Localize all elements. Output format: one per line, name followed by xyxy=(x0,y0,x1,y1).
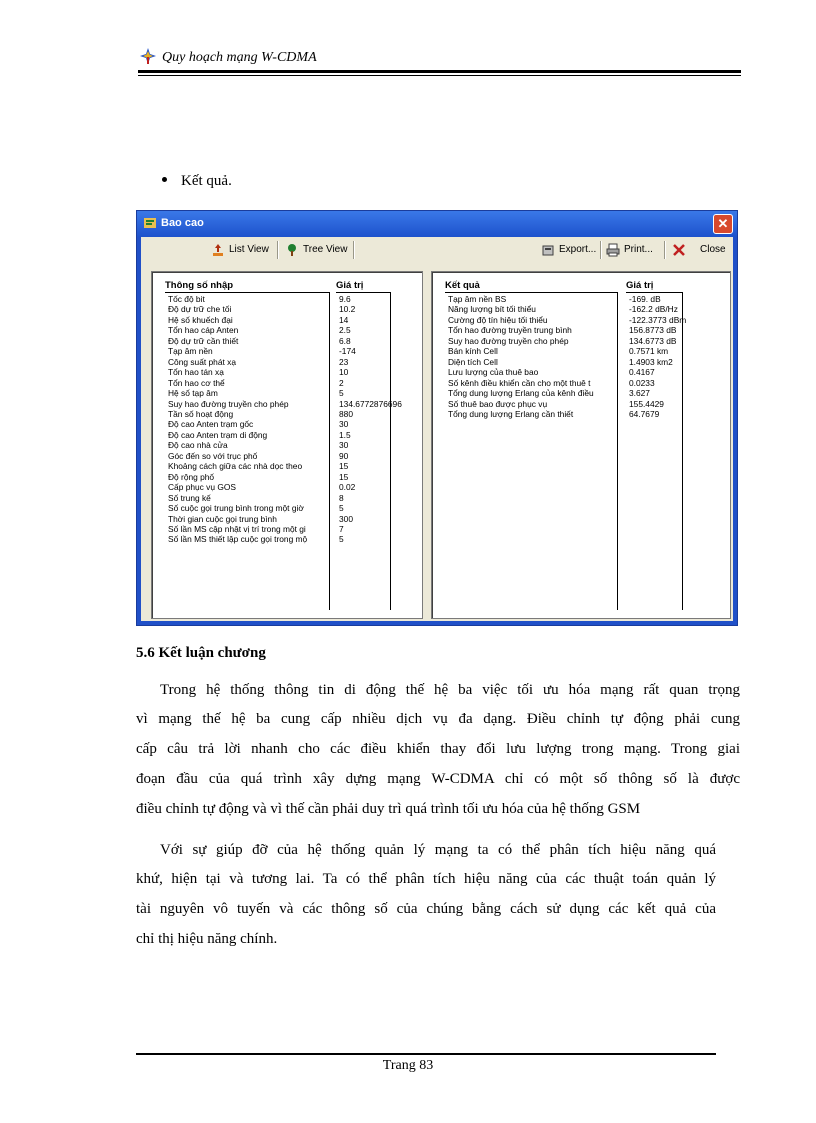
result-row-name: Tổn hao đường truyền trung bình xyxy=(448,325,572,336)
input-row-value: 7 xyxy=(339,523,344,534)
window-title: Bao cao xyxy=(161,217,204,229)
footer-rule xyxy=(136,1053,716,1055)
result-param-divider xyxy=(617,292,618,610)
input-row-value: 2 xyxy=(339,377,344,388)
list-view-label: List View xyxy=(229,244,269,255)
input-row-name: Số lần MS thiết lập cuộc gọi trong mộ xyxy=(168,534,308,545)
result-row-name: Cường độ tín hiệu tối thiểu xyxy=(448,314,548,325)
export-label: Export... xyxy=(559,244,597,255)
paragraph-2-line: chỉ thị hiệu năng chính. xyxy=(136,931,278,947)
app-icon xyxy=(143,216,157,230)
input-row-name: Tổn hao tán xạ xyxy=(168,367,224,378)
input-row-name: Độ cao nhà cửa xyxy=(168,440,228,451)
result-row-value: 156.8773 dB xyxy=(629,325,677,336)
input-row-value: 2.5 xyxy=(339,325,351,336)
section-heading: 5.6 Kết luận chương xyxy=(136,645,266,661)
input-row-name: Độ rộng phố xyxy=(168,471,215,482)
paragraph-1-line: điều chỉnh tự động và vì thế cần phải duy trì quá trình tối ưu hóa của hệ thống GSM xyxy=(136,801,641,817)
input-row-value: 300 xyxy=(339,513,353,524)
bullet-item xyxy=(162,173,232,190)
toolbar-separator xyxy=(353,241,355,259)
paragraph-1-line: vì mạng thế hệ ba cung cấp nhiều dịch vụ đa dạng. Điều chỉnh tự động phải cung xyxy=(136,711,740,727)
page-number: Trang 83 xyxy=(382,1058,434,1073)
result-row-name: Suy hao đường truyền cho phép xyxy=(448,335,569,346)
result-row-name: Số kênh điều khiển cần cho một thuê t xyxy=(448,377,591,388)
result-row-value: 1.4903 km2 xyxy=(629,356,673,367)
input-row-value: 5 xyxy=(339,534,344,545)
window-client xyxy=(141,237,733,621)
input-param-header: Thông số nhập xyxy=(165,280,234,291)
input-row-value: 5 xyxy=(339,388,344,399)
paragraph-1-line: đoạn đầu của quá trình xây dựng mạng W-CDMA chỉ có một số thông số là được xyxy=(136,771,740,787)
input-row-name: Khoảng cách giữa các nhà dọc theo xyxy=(168,461,303,472)
header-rule xyxy=(138,70,741,73)
export-icon xyxy=(541,243,555,257)
report-window xyxy=(136,210,738,626)
export-button[interactable] xyxy=(537,240,600,260)
result-row-name: Tổng dung lượng Erlang của kênh điều xyxy=(448,388,594,399)
result-row-value: 0.0233 xyxy=(629,377,655,388)
input-row-value: 9.6 xyxy=(339,294,351,304)
result-value-underline xyxy=(626,292,682,293)
header-diamond-icon xyxy=(140,48,156,64)
input-row-name: Tạp âm nền xyxy=(168,346,213,357)
input-row-name: Công suất phát xạ xyxy=(168,356,236,367)
input-row-value: 134.6772876696 xyxy=(339,398,402,409)
input-value-header: Giá trị xyxy=(336,280,364,291)
input-row-name: Suy hao đường truyền cho phép xyxy=(168,398,289,409)
list-view-button[interactable] xyxy=(207,240,273,260)
input-row-value: 5 xyxy=(339,503,344,514)
result-row-name: Lưu lượng của thuê bao xyxy=(448,367,539,378)
input-row-name: Độ cao Anten trạm gốc xyxy=(168,419,254,430)
input-row-name: Hệ số tạp âm xyxy=(168,388,218,399)
input-row-value: 6.8 xyxy=(339,335,351,346)
input-row-name: Tổn hao cáp Anten xyxy=(168,325,239,336)
print-label: Print... xyxy=(624,244,653,255)
input-param-divider xyxy=(329,292,330,610)
input-row-name: Tổn hao cơ thể xyxy=(168,377,225,388)
results-panel[interactable] xyxy=(431,271,731,619)
input-row-value: 23 xyxy=(339,356,349,367)
input-parameters-panel[interactable] xyxy=(151,271,423,619)
input-row-value: 8 xyxy=(339,492,344,503)
result-row-value: 134.6773 dB xyxy=(629,335,677,346)
input-row-value: 90 xyxy=(339,450,349,461)
input-row-name: Độ dự trữ cần thiết xyxy=(168,335,239,346)
input-row-name: Số trung kế xyxy=(168,492,211,503)
result-row-name: Diện tích Cell xyxy=(448,356,498,367)
print-button[interactable] xyxy=(602,240,657,260)
result-param-header: Kết quả xyxy=(445,280,480,291)
result-value-header: Giá trị xyxy=(626,280,654,291)
result-row-value: -162.2 dB/Hz xyxy=(629,304,678,315)
window-close-button[interactable]: ✕ xyxy=(713,214,733,234)
input-row-value: -174 xyxy=(339,346,356,357)
result-param-underline xyxy=(445,292,617,293)
result-row-name: Bán kính Cell xyxy=(448,346,498,357)
input-value-list xyxy=(339,294,419,545)
toolbar xyxy=(141,237,733,263)
result-row-name: Tổng dung lượng Erlang cần thiết xyxy=(448,408,574,419)
header-title: Quy hoạch mạng W-CDMA xyxy=(162,50,317,65)
close-icon xyxy=(672,243,686,257)
toolbar-separator xyxy=(277,241,279,259)
input-row-name: Cấp phục vụ GOS xyxy=(168,482,236,493)
input-row-value: 1.5 xyxy=(339,429,351,440)
header-rule-thin xyxy=(138,75,741,76)
result-row-value: -122.3773 dBm xyxy=(629,314,687,325)
input-row-value: 10 xyxy=(339,367,349,378)
input-row-value: 15 xyxy=(339,471,349,482)
paragraph-1-line: cấp câu trả lời nhanh cho các điều khiển thay đổi lưu lượng trong mạng. Trong giai xyxy=(136,741,740,757)
input-row-value: 10.2 xyxy=(339,304,356,315)
result-row-value: 64.7679 xyxy=(629,408,660,419)
input-row-name: Thời gian cuộc gọi trung bình xyxy=(168,513,277,524)
list-view-icon xyxy=(211,243,225,257)
result-row-value: 3.627 xyxy=(629,388,650,399)
input-row-value: 0.02 xyxy=(339,482,356,493)
result-row-name: Tạp âm nền BS xyxy=(448,294,507,304)
close-label: Close xyxy=(700,244,726,255)
input-param-underline xyxy=(165,292,329,293)
result-value-list xyxy=(629,294,727,419)
input-row-value: 30 xyxy=(339,419,349,430)
result-row-value: -169. dB xyxy=(629,294,661,304)
input-row-value: 880 xyxy=(339,408,353,419)
paragraph-2-line: tài nguyên vô tuyến và các thông số của chúng bằng cách sử dụng các kết quả của xyxy=(136,901,716,917)
bullet-dot-icon xyxy=(162,177,167,182)
result-row-value: 155.4429 xyxy=(629,398,664,409)
close-button[interactable] xyxy=(668,240,730,260)
result-row-value: 0.7571 km xyxy=(629,346,669,357)
input-row-name: Tần số hoạt động xyxy=(168,408,234,419)
input-row-name: Hệ số khuếch đại xyxy=(168,314,233,325)
result-row-name: Số thuê bao được phục vụ xyxy=(448,398,548,409)
input-row-name: Số lần MS cập nhật vị trí trong một gi xyxy=(168,523,306,534)
input-row-name: Độ dự trữ che tối xyxy=(168,304,232,315)
result-row-value: 0.4167 xyxy=(629,367,655,378)
paragraph-1-line: Trong hệ thống thông tin di động thế hệ ba việc tối ưu hóa mạng rất quan trọng xyxy=(160,682,740,698)
input-row-name: Tốc độ bit xyxy=(168,294,205,304)
tree-view-button[interactable] xyxy=(281,240,351,260)
print-icon xyxy=(606,243,620,257)
input-row-name: Độ cao Anten trạm di động xyxy=(168,429,268,440)
input-row-name: Số cuộc gọi trung bình trong một giờ xyxy=(168,503,304,514)
input-row-name: Góc đến so với trục phố xyxy=(168,450,258,461)
paragraph-2-line: Với sự giúp đỡ của hệ thống quản lý mạng ta có thể phân tích hiệu năng quá xyxy=(160,842,716,858)
input-row-value: 14 xyxy=(339,314,349,325)
window-titlebar[interactable] xyxy=(137,211,737,237)
bullet-text: Kết quả. xyxy=(181,173,232,189)
input-row-value: 30 xyxy=(339,440,349,451)
toolbar-separator xyxy=(664,241,666,259)
result-param-list xyxy=(448,294,616,419)
tree-view-icon xyxy=(285,243,299,257)
result-row-name: Năng lượng bít tối thiểu xyxy=(448,304,536,315)
paragraph-2-line: khứ, hiện tại và tương lai. Ta có thể phân tích hiệu năng của các thuật toán quản lý xyxy=(136,871,716,887)
input-row-value: 15 xyxy=(339,461,349,472)
input-value-underline xyxy=(336,292,390,293)
tree-view-label: Tree View xyxy=(303,244,348,255)
input-param-list xyxy=(168,294,326,545)
